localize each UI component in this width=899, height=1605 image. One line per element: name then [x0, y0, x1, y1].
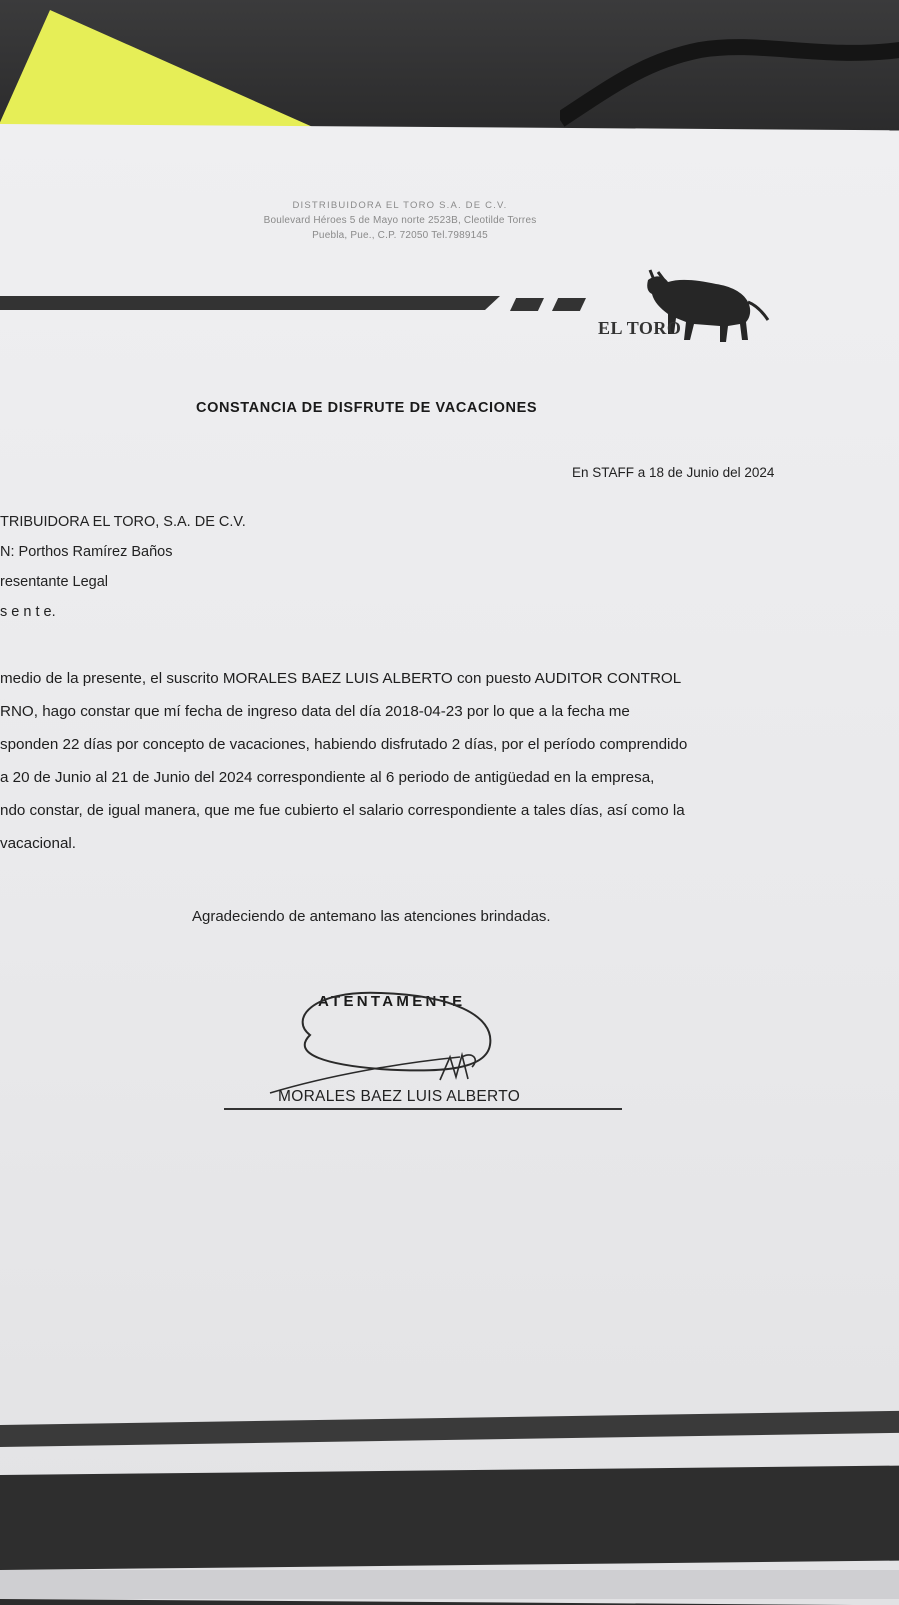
- body-line: ndo constar, de igual manera, que me fue cubierto el salario correspondiente a tales días, así como la: [0, 802, 685, 819]
- recipient-name: N: Porthos Ramírez Baños: [0, 544, 173, 560]
- date-line: En STAFF a 18 de Junio del 2024: [572, 465, 775, 480]
- footer-band-dark: [0, 1466, 899, 1570]
- body-line: vacacional.: [0, 835, 76, 852]
- logo-text: EL TORO: [598, 318, 682, 338]
- letterhead-company: DISTRIBUIDORA EL TORO S.A. DE C.V.: [292, 200, 508, 211]
- body-line: a 20 de Junio al 21 de Junio del 2024 correspondiente al 6 periodo de antigüedad en la empresa,: [0, 769, 655, 786]
- body-line: medio de la presente, el suscrito MORALES BAEZ LUIS ALBERTO con puesto AUDITOR CONTROL: [0, 670, 682, 687]
- recipient-role: resentante Legal: [0, 574, 109, 590]
- letterhead: [190, 198, 610, 243]
- recipient-company: TRIBUIDORA EL TORO, S.A. DE C.V.: [0, 514, 246, 530]
- body-paragraph: [0, 662, 860, 860]
- body-line: RNO, hago constar que mí fecha de ingreso data del día 2018-04-23 por lo que a la fecha me: [0, 703, 630, 720]
- signature-line: [224, 1108, 622, 1110]
- header-band: [0, 296, 500, 310]
- document-title: CONSTANCIA DE DISFRUTE DE VACACIONES: [196, 400, 538, 416]
- sign-off: ATENTAMENTE: [318, 993, 466, 1010]
- body-line: sponden 22 días por concepto de vacaciones, habiendo disfrutado 2 días, por el período comprendido: [0, 736, 688, 753]
- closing-text: Agradeciendo de antemano las atenciones brindadas.: [192, 908, 551, 925]
- recipient-presente: s e n t e.: [0, 604, 56, 620]
- letterhead-address-2: Puebla, Pue., C.P. 72050 Tel.7989145: [312, 230, 488, 241]
- signature: [250, 985, 510, 1105]
- signer-name: MORALES BAEZ LUIS ALBERTO: [278, 1088, 521, 1105]
- cable: [560, 20, 899, 140]
- page-bottom-edge: [0, 1570, 899, 1599]
- letterhead-address-1: Boulevard Héroes 5 de Mayo norte 2523B, Cleotilde Torres: [263, 215, 537, 226]
